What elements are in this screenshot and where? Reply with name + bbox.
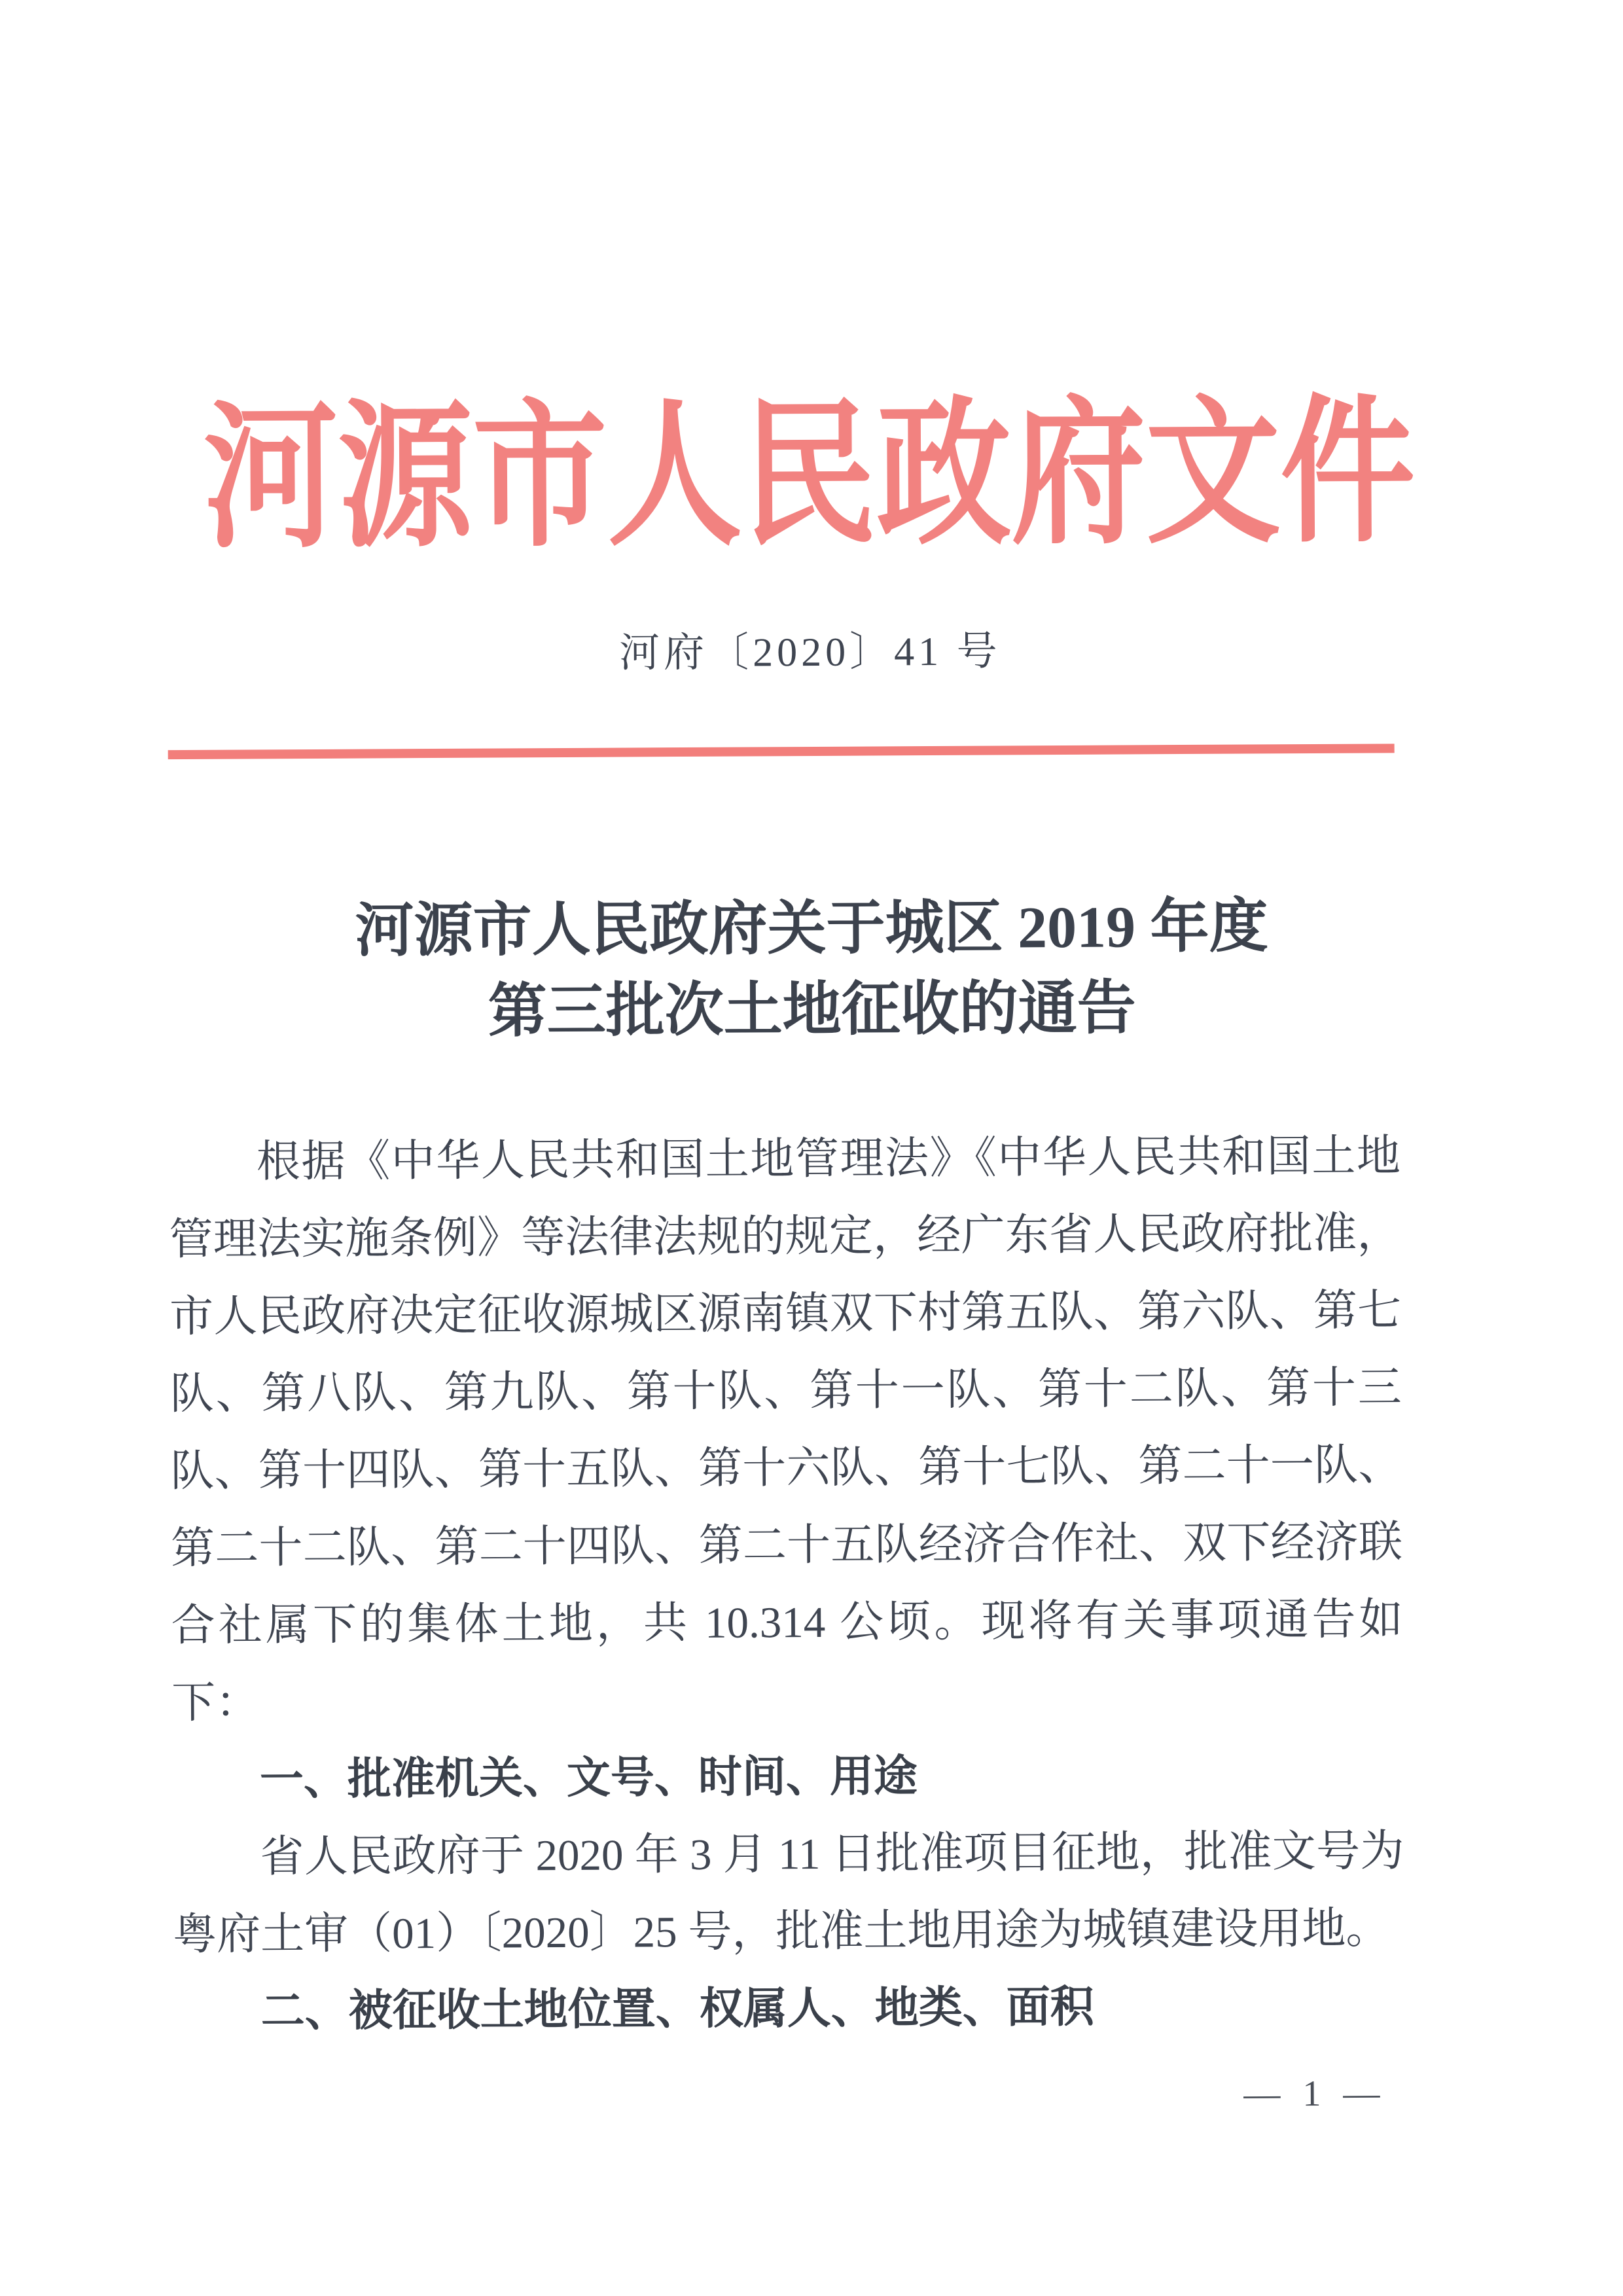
document-body	[169, 1117, 1405, 2051]
section-heading-1: 一、批准机关、文号、时间、用途	[259, 1751, 918, 1804]
document-title	[0, 885, 1623, 1056]
body-paragraph-1: 根据《中华人民共和国土地管理法》《中华人民共和国土地管理法实施条例》等法律法规的规定，经广东省人民政府批准，市人民政府决定征收源城区源南镇双下村第五队、第六队、第七队、第八队、第九队、第十队、第十一队、第十二队、第十三队、第十四队、第十五队、第十六队、第十七队、第二十一队、第二十二队、第二十四队、第二十五队经济合作社、双下经济联合社属下的集体土地，共 10.314 公顷。现将有关事项通告如下：	[169, 1132, 1403, 1728]
document-title-line2: 第三批次土地征收的通告	[488, 976, 1136, 1045]
header-divider-rule	[168, 744, 1395, 759]
section-heading-2: 二、被征收土地位置、权属人、地类、面积	[260, 1982, 1094, 2036]
issuing-org-title-text: 河源市人民政府文件	[203, 386, 1416, 567]
document-title-line1: 河源市人民政府关于城区 2019 年度	[355, 894, 1268, 964]
page-number: — 1 —	[1243, 2073, 1387, 2115]
issuing-org-title	[0, 374, 1621, 579]
body-paragraph-2: 省人民政府于 2020 年 3 月 11 日批准项目征地，批准文号为粤府土审（01）〔2020〕25 号，批准土地用途为城镇建设用地。	[172, 1827, 1404, 1960]
document-number: 河府〔2020〕41 号	[618, 629, 1001, 676]
